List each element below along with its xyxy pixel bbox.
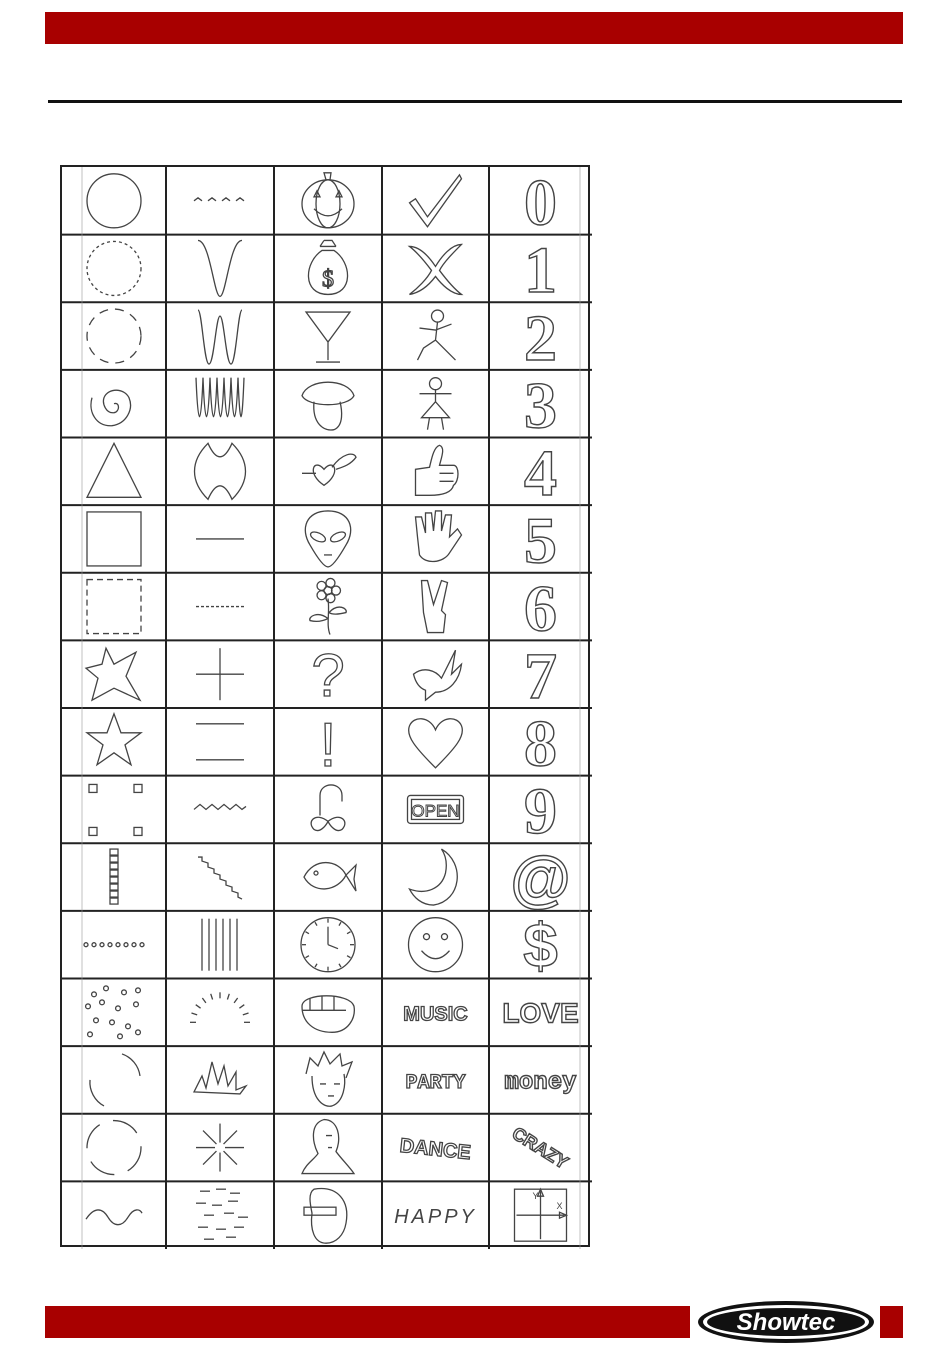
square-pattern <box>87 512 141 566</box>
dance-text-pattern <box>399 1135 472 1164</box>
triangle-pattern <box>87 443 141 497</box>
dove-pattern <box>414 650 462 700</box>
rain-dashes-pattern <box>196 1189 248 1239</box>
svg-text:LOVE: LOVE <box>502 997 579 1029</box>
digit-5-pattern <box>524 505 557 578</box>
pumpkin-pattern <box>302 173 354 228</box>
money-text-pattern <box>504 1070 576 1097</box>
punk-face-pattern <box>306 1052 352 1106</box>
sparkle-pattern <box>196 1124 244 1172</box>
vertical-lines-pattern <box>202 919 237 971</box>
header-rule <box>48 100 902 103</box>
parallel-lines-pattern <box>196 724 244 760</box>
svg-text:9: 9 <box>524 775 557 849</box>
svg-text:OPEN: OPEN <box>411 801 460 821</box>
broken-circle-pattern <box>87 1121 141 1175</box>
dollar-sign-pattern <box>523 912 557 981</box>
long-hair-woman-pattern <box>302 1120 354 1174</box>
svg-text:8: 8 <box>524 707 557 781</box>
diagonal-steps-pattern <box>198 857 242 899</box>
svg-text:7: 7 <box>524 639 557 713</box>
svg-text:Y: Y <box>532 1191 539 1202</box>
running-figure-pattern <box>418 310 456 360</box>
digit-4-pattern <box>524 437 557 510</box>
dotted-circle-pattern <box>87 241 141 295</box>
heart-pattern <box>409 719 463 768</box>
four-squares-pattern <box>89 784 142 835</box>
burst-pattern <box>194 1062 246 1094</box>
thumbs-up-pattern <box>416 445 459 495</box>
footer-bar-end <box>880 1306 903 1338</box>
svg-text:$: $ <box>322 266 334 293</box>
alien-head-pattern <box>305 511 350 567</box>
smiley-pattern <box>409 918 463 972</box>
sunrise-ticks-pattern <box>190 992 250 1022</box>
cross-mark-pattern <box>410 244 462 294</box>
circle-pattern <box>87 174 141 228</box>
digit-0-pattern <box>524 167 557 240</box>
exclamation-mark-pattern <box>319 711 336 780</box>
svg-text:?: ? <box>311 642 345 710</box>
svg-text:0: 0 <box>524 167 557 240</box>
gobo-pattern-table <box>60 165 590 1247</box>
fish-pattern <box>304 863 356 892</box>
axis-graph-pattern <box>515 1189 567 1241</box>
money-bag-pattern <box>308 240 347 294</box>
open-sign-pattern <box>408 795 464 823</box>
digit-6-pattern <box>524 572 557 645</box>
zigzag-line-pattern <box>194 804 246 809</box>
party-text-pattern <box>405 1072 465 1095</box>
svg-text:1: 1 <box>524 234 557 308</box>
svg-text:4: 4 <box>524 437 557 511</box>
candy-cane-bow-pattern <box>311 785 345 831</box>
flower-pattern <box>310 578 347 634</box>
scattered-dots-pattern <box>86 986 141 1039</box>
crazy-text-pattern <box>509 1123 572 1173</box>
digit-2-pattern <box>524 302 557 375</box>
dashed-circle-pattern <box>87 309 141 363</box>
svg-text:$: $ <box>523 912 558 982</box>
digit-7-pattern <box>524 640 557 713</box>
digit-8-pattern <box>524 708 557 781</box>
digit-9-pattern <box>524 775 557 848</box>
open-arcs-pattern <box>90 1054 140 1106</box>
spiral-pattern <box>91 390 131 426</box>
svg-text:@: @ <box>510 844 571 914</box>
peace-hand-pattern <box>422 581 448 633</box>
tongue-lips-pattern <box>302 382 354 430</box>
header-bar <box>45 12 903 44</box>
svg-text:money: money <box>504 1069 577 1097</box>
love-text-pattern <box>502 997 578 1028</box>
dotted-line-pattern <box>84 943 144 947</box>
crescent-moon-pattern <box>410 849 458 905</box>
svg-text:PARTY: PARTY <box>405 1071 466 1095</box>
dashed-wave-pattern <box>194 198 244 201</box>
open-hand-pattern <box>416 511 462 562</box>
digit-3-pattern <box>524 369 557 442</box>
svg-text:CRAZY: CRAZY <box>508 1123 572 1173</box>
svg-text:!: ! <box>319 710 337 780</box>
footer-bar <box>45 1306 690 1338</box>
sunglasses-face-pattern <box>304 1189 347 1244</box>
cross-pattern <box>196 648 244 700</box>
showtec-logo <box>696 1299 876 1345</box>
vertical-boxes-pattern <box>110 849 118 904</box>
star-pattern <box>87 714 141 765</box>
happy-text-pattern <box>394 1206 477 1228</box>
girl-figure-pattern <box>420 378 452 430</box>
svg-text:2: 2 <box>524 301 557 375</box>
digit-1-pattern <box>524 234 557 307</box>
at-sign-pattern <box>510 844 570 913</box>
v-wave-pattern <box>198 240 242 296</box>
zigzag-vertical-pattern <box>196 378 244 417</box>
clock-pattern <box>301 918 355 972</box>
svg-text:MUSIC: MUSIC <box>403 1003 468 1026</box>
svg-text:DANCE: DANCE <box>398 1134 472 1165</box>
music-text-pattern <box>403 1003 467 1025</box>
question-mark-pattern <box>311 642 344 709</box>
svg-text:X: X <box>556 1201 563 1212</box>
winged-heart-pattern <box>302 454 356 485</box>
dashed-square-pattern <box>87 580 141 634</box>
svg-text:3: 3 <box>524 369 557 443</box>
cocktail-glass-pattern <box>306 312 350 362</box>
svg-text:6: 6 <box>524 572 557 646</box>
check-mark-pattern <box>410 175 462 227</box>
fist-pattern <box>302 996 354 1033</box>
pattern-grid <box>62 167 592 1249</box>
svg-text:HAPPY: HAPPY <box>394 1206 477 1229</box>
wave-pattern <box>86 1210 142 1225</box>
svg-text:5: 5 <box>524 504 557 578</box>
bowtie-pattern <box>195 443 246 499</box>
w-wave-pattern <box>198 310 242 364</box>
logo-wordmark: Showtec <box>736 1309 836 1336</box>
skewed-star-pattern <box>86 648 140 700</box>
